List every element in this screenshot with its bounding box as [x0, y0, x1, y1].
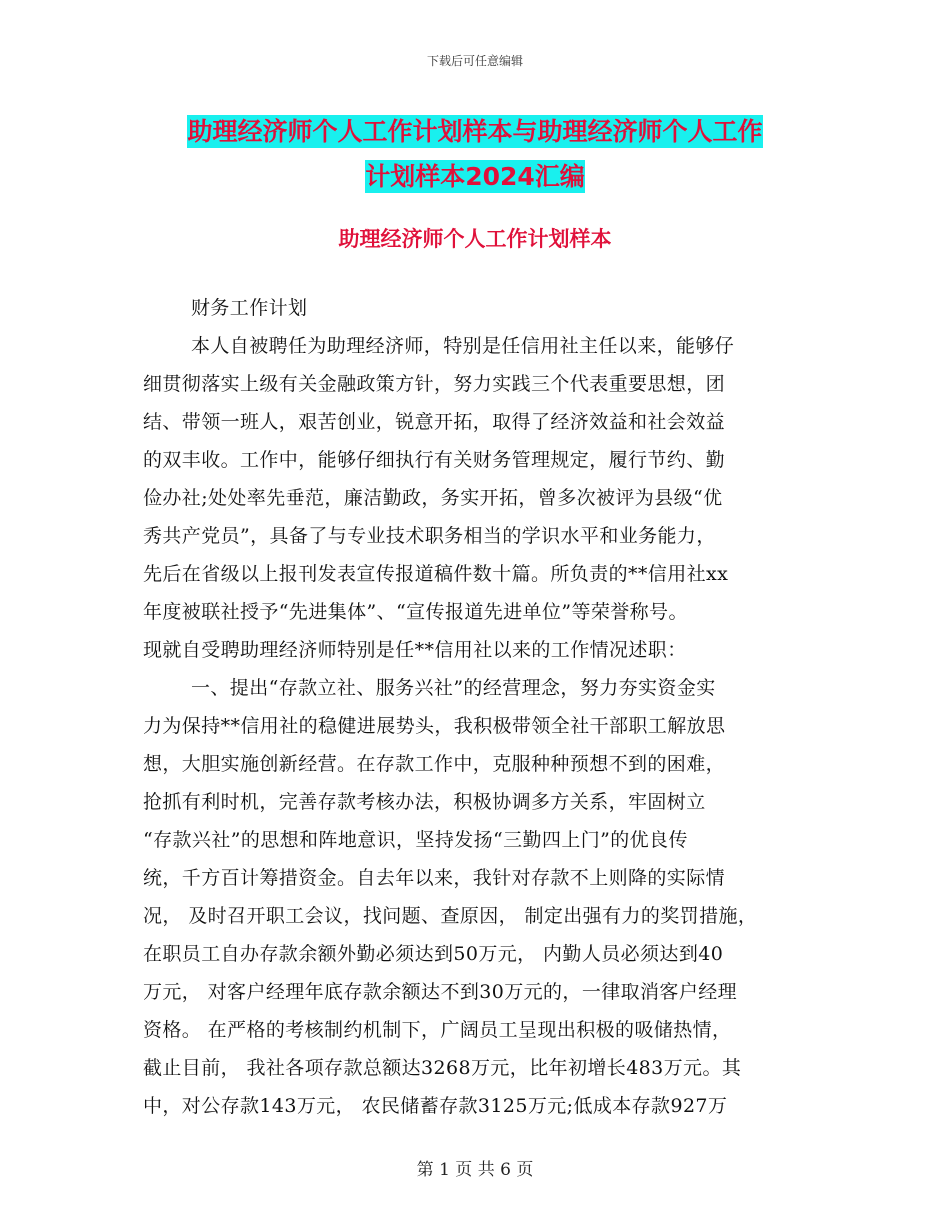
section-label: 财务工作计划	[191, 297, 308, 319]
body-line: 结、带领一班人，艰苦创业，锐意开拓，取得了经济效益和社会效益	[143, 411, 726, 433]
header-note: 下载后可任意编辑	[426, 54, 523, 68]
document-title-text-2: 计划样本2024汇编	[365, 162, 585, 191]
body-line: 现就自受聘助理经济师特别是任**信用社以来的工作情况述职：	[143, 639, 687, 661]
body-line: 本人自被聘任为助理经济师，特别是任信用社主任以来，能够仔	[191, 335, 735, 357]
body-line: 万元， 对客户经理年底存款余额达不到30万元的，一律取消客户经理	[143, 981, 738, 1003]
body-line: 力为保持**信用社的稳健进展势头，我积极带领全社干部职工解放思	[143, 715, 726, 737]
document-title-text-1: 助理经济师个人工作计划样本与助理经济师个人工作	[187, 117, 763, 146]
section-title: 助理经济师个人工作计划样本	[338, 227, 612, 251]
body-line: 秀共产党员”，具备了与专业技术职务相当的学识水平和业务能力，	[143, 525, 716, 547]
body-line: “存款兴社”的思想和阵地意识，坚持发扬“三勤四上门”的优良传	[143, 829, 688, 851]
body-line: 细贯彻落实上级有关金融政策方针，努力实践三个代表重要思想，团	[143, 373, 726, 395]
body-line: 在职员工自办存款余额外勤必须达到50万元， 内勤人员必须达到40	[143, 943, 724, 965]
body-line: 年度被联社授予“先进集体”、“宣传报道先进单位”等荣誉称号。	[143, 601, 688, 623]
body-line: 先后在省级以上报刊发表宣传报道稿件数十篇。所负责的**信用社xx	[143, 563, 729, 585]
body-line: 况， 及时召开职工会议，找问题、查原因， 制定出强有力的奖罚措施，	[143, 905, 758, 927]
body-line: 抢抓有利时机，完善存款考核办法，积极协调多方关系，牢固树立	[143, 791, 706, 813]
body-line: 统，千方百计筹措资金。自去年以来，我针对存款不上则降的实际情	[143, 867, 726, 889]
body-line: 俭办社;处处率先垂范，廉洁勤政，务实开拓，曾多次被评为县级“优	[143, 487, 723, 509]
body-line: 一、提出“存款立社、服务兴社”的经营理念，努力夯实资金实	[191, 677, 716, 699]
body-line: 想，大胆实施创新经营。在存款工作中，克服种种预想不到的困难，	[143, 753, 726, 775]
body-line: 中，对公存款143万元， 农民储蓄存款3125万元;低成本存款927万	[143, 1095, 728, 1117]
page-number: 第 1 页 共 6 页	[416, 1160, 534, 1180]
body-line: 资格。 在严格的考核制约机制下，广阔员工呈现出积极的吸储热情，	[143, 1019, 732, 1041]
document-title-line-2	[0, 157, 950, 193]
body-line: 的双丰收。工作中，能够仔细执行有关财务管理规定，履行节约、勤	[143, 449, 726, 471]
body-line: 截止目前， 我社各项存款总额达3268万元，比年初增长483万元。其	[143, 1057, 742, 1079]
document-title-line-1	[0, 112, 950, 148]
